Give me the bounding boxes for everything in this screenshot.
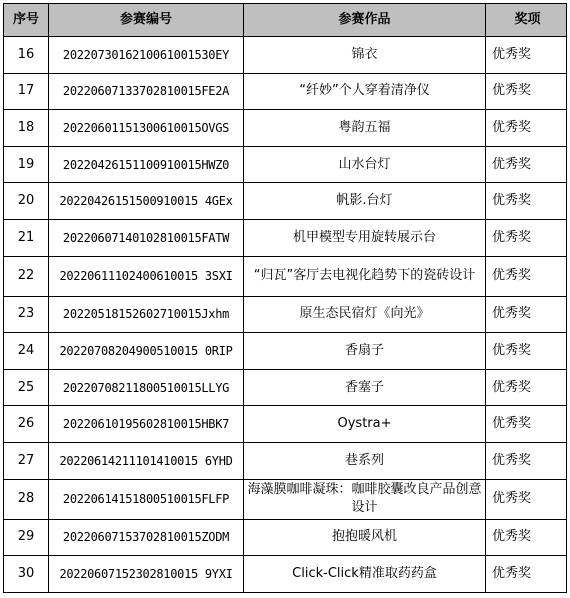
row-code: 20220426151500910015 4GEx <box>49 183 244 220</box>
table-row <box>4 442 567 479</box>
header-award: 奖项 <box>486 4 567 37</box>
row-index: 20 <box>4 183 49 220</box>
row-award: 优秀奖 <box>486 146 567 183</box>
table-row <box>4 406 567 443</box>
table-row <box>4 146 567 183</box>
table-row <box>4 296 567 333</box>
row-code: 20220518152602710015Jxhm <box>49 296 244 333</box>
row-code: 20220607153702810015ZODM <box>49 519 244 556</box>
row-award: 优秀奖 <box>486 556 567 593</box>
row-work: 粤韵五福 <box>244 110 486 147</box>
row-index: 17 <box>4 73 49 110</box>
row-work: 山水台灯 <box>244 146 486 183</box>
row-code: 20220607152302810015 9YXI <box>49 556 244 593</box>
row-code: 20220601151300610015OVGS <box>49 110 244 147</box>
row-work: 香扇子 <box>244 333 486 370</box>
row-code: 20220611102400610015 3SXI <box>49 256 244 296</box>
row-award: 优秀奖 <box>486 333 567 370</box>
row-award: 优秀奖 <box>486 110 567 147</box>
row-work: Oystra+ <box>244 406 486 443</box>
row-code: 2022073016210061001530EY <box>49 37 244 74</box>
row-code: 20220708204900510015 0RIP <box>49 333 244 370</box>
table-row <box>4 519 567 556</box>
row-award: 优秀奖 <box>486 296 567 333</box>
award-table <box>3 3 567 593</box>
row-code: 20220426151100910015HWZ0 <box>49 146 244 183</box>
row-index: 19 <box>4 146 49 183</box>
row-award: 优秀奖 <box>486 442 567 479</box>
table-row <box>4 333 567 370</box>
row-index: 16 <box>4 37 49 74</box>
row-work: 锦衣 <box>244 37 486 74</box>
row-code: 20220607140102810015FATW <box>49 219 244 256</box>
row-index: 23 <box>4 296 49 333</box>
row-work: 香塞子 <box>244 369 486 406</box>
row-code: 20220607133702810015FE2A <box>49 73 244 110</box>
row-index: 26 <box>4 406 49 443</box>
row-work: “纤妙”个人穿着清净仪 <box>244 73 486 110</box>
table-row <box>4 183 567 220</box>
row-code: 20220610195602810015HBK7 <box>49 406 244 443</box>
row-work: 巷系列 <box>244 442 486 479</box>
row-work: 抱抱暖风机 <box>244 519 486 556</box>
row-work: 帆影.台灯 <box>244 183 486 220</box>
row-index: 18 <box>4 110 49 147</box>
row-award: 优秀奖 <box>486 256 567 296</box>
row-index: 27 <box>4 442 49 479</box>
row-award: 优秀奖 <box>486 183 567 220</box>
header-code: 参赛编号 <box>49 4 244 37</box>
header-index: 序号 <box>4 4 49 37</box>
row-code: 20220708211800510015LLYG <box>49 369 244 406</box>
table-row <box>4 37 567 74</box>
table-row <box>4 479 567 519</box>
table-row <box>4 110 567 147</box>
row-code: 20220614151800510015FLFP <box>49 479 244 519</box>
row-work: “归瓦”客厅去电视化趋势下的瓷砖设计 <box>244 256 486 296</box>
header-row <box>4 4 567 37</box>
row-work: 机甲模型专用旋转展示台 <box>244 219 486 256</box>
table-row <box>4 73 567 110</box>
row-index: 21 <box>4 219 49 256</box>
row-award: 优秀奖 <box>486 519 567 556</box>
table-body <box>4 37 567 593</box>
row-award: 优秀奖 <box>486 369 567 406</box>
row-code: 20220614211101410015 6YHD <box>49 442 244 479</box>
row-work: Click-Click精准取药药盒 <box>244 556 486 593</box>
header-work: 参赛作品 <box>244 4 486 37</box>
row-work: 原生态民宿灯《向光》 <box>244 296 486 333</box>
table-row <box>4 369 567 406</box>
table-row <box>4 256 567 296</box>
row-award: 优秀奖 <box>486 73 567 110</box>
row-award: 优秀奖 <box>486 37 567 74</box>
row-index: 29 <box>4 519 49 556</box>
row-award: 优秀奖 <box>486 406 567 443</box>
row-index: 25 <box>4 369 49 406</box>
table-row <box>4 556 567 593</box>
row-index: 28 <box>4 479 49 519</box>
row-award: 优秀奖 <box>486 219 567 256</box>
row-index: 22 <box>4 256 49 296</box>
row-index: 24 <box>4 333 49 370</box>
table-row <box>4 219 567 256</box>
row-award: 优秀奖 <box>486 479 567 519</box>
row-index: 30 <box>4 556 49 593</box>
row-work: 海藻膜咖啡凝珠：咖啡胶囊改良产品创意设计 <box>244 479 486 519</box>
